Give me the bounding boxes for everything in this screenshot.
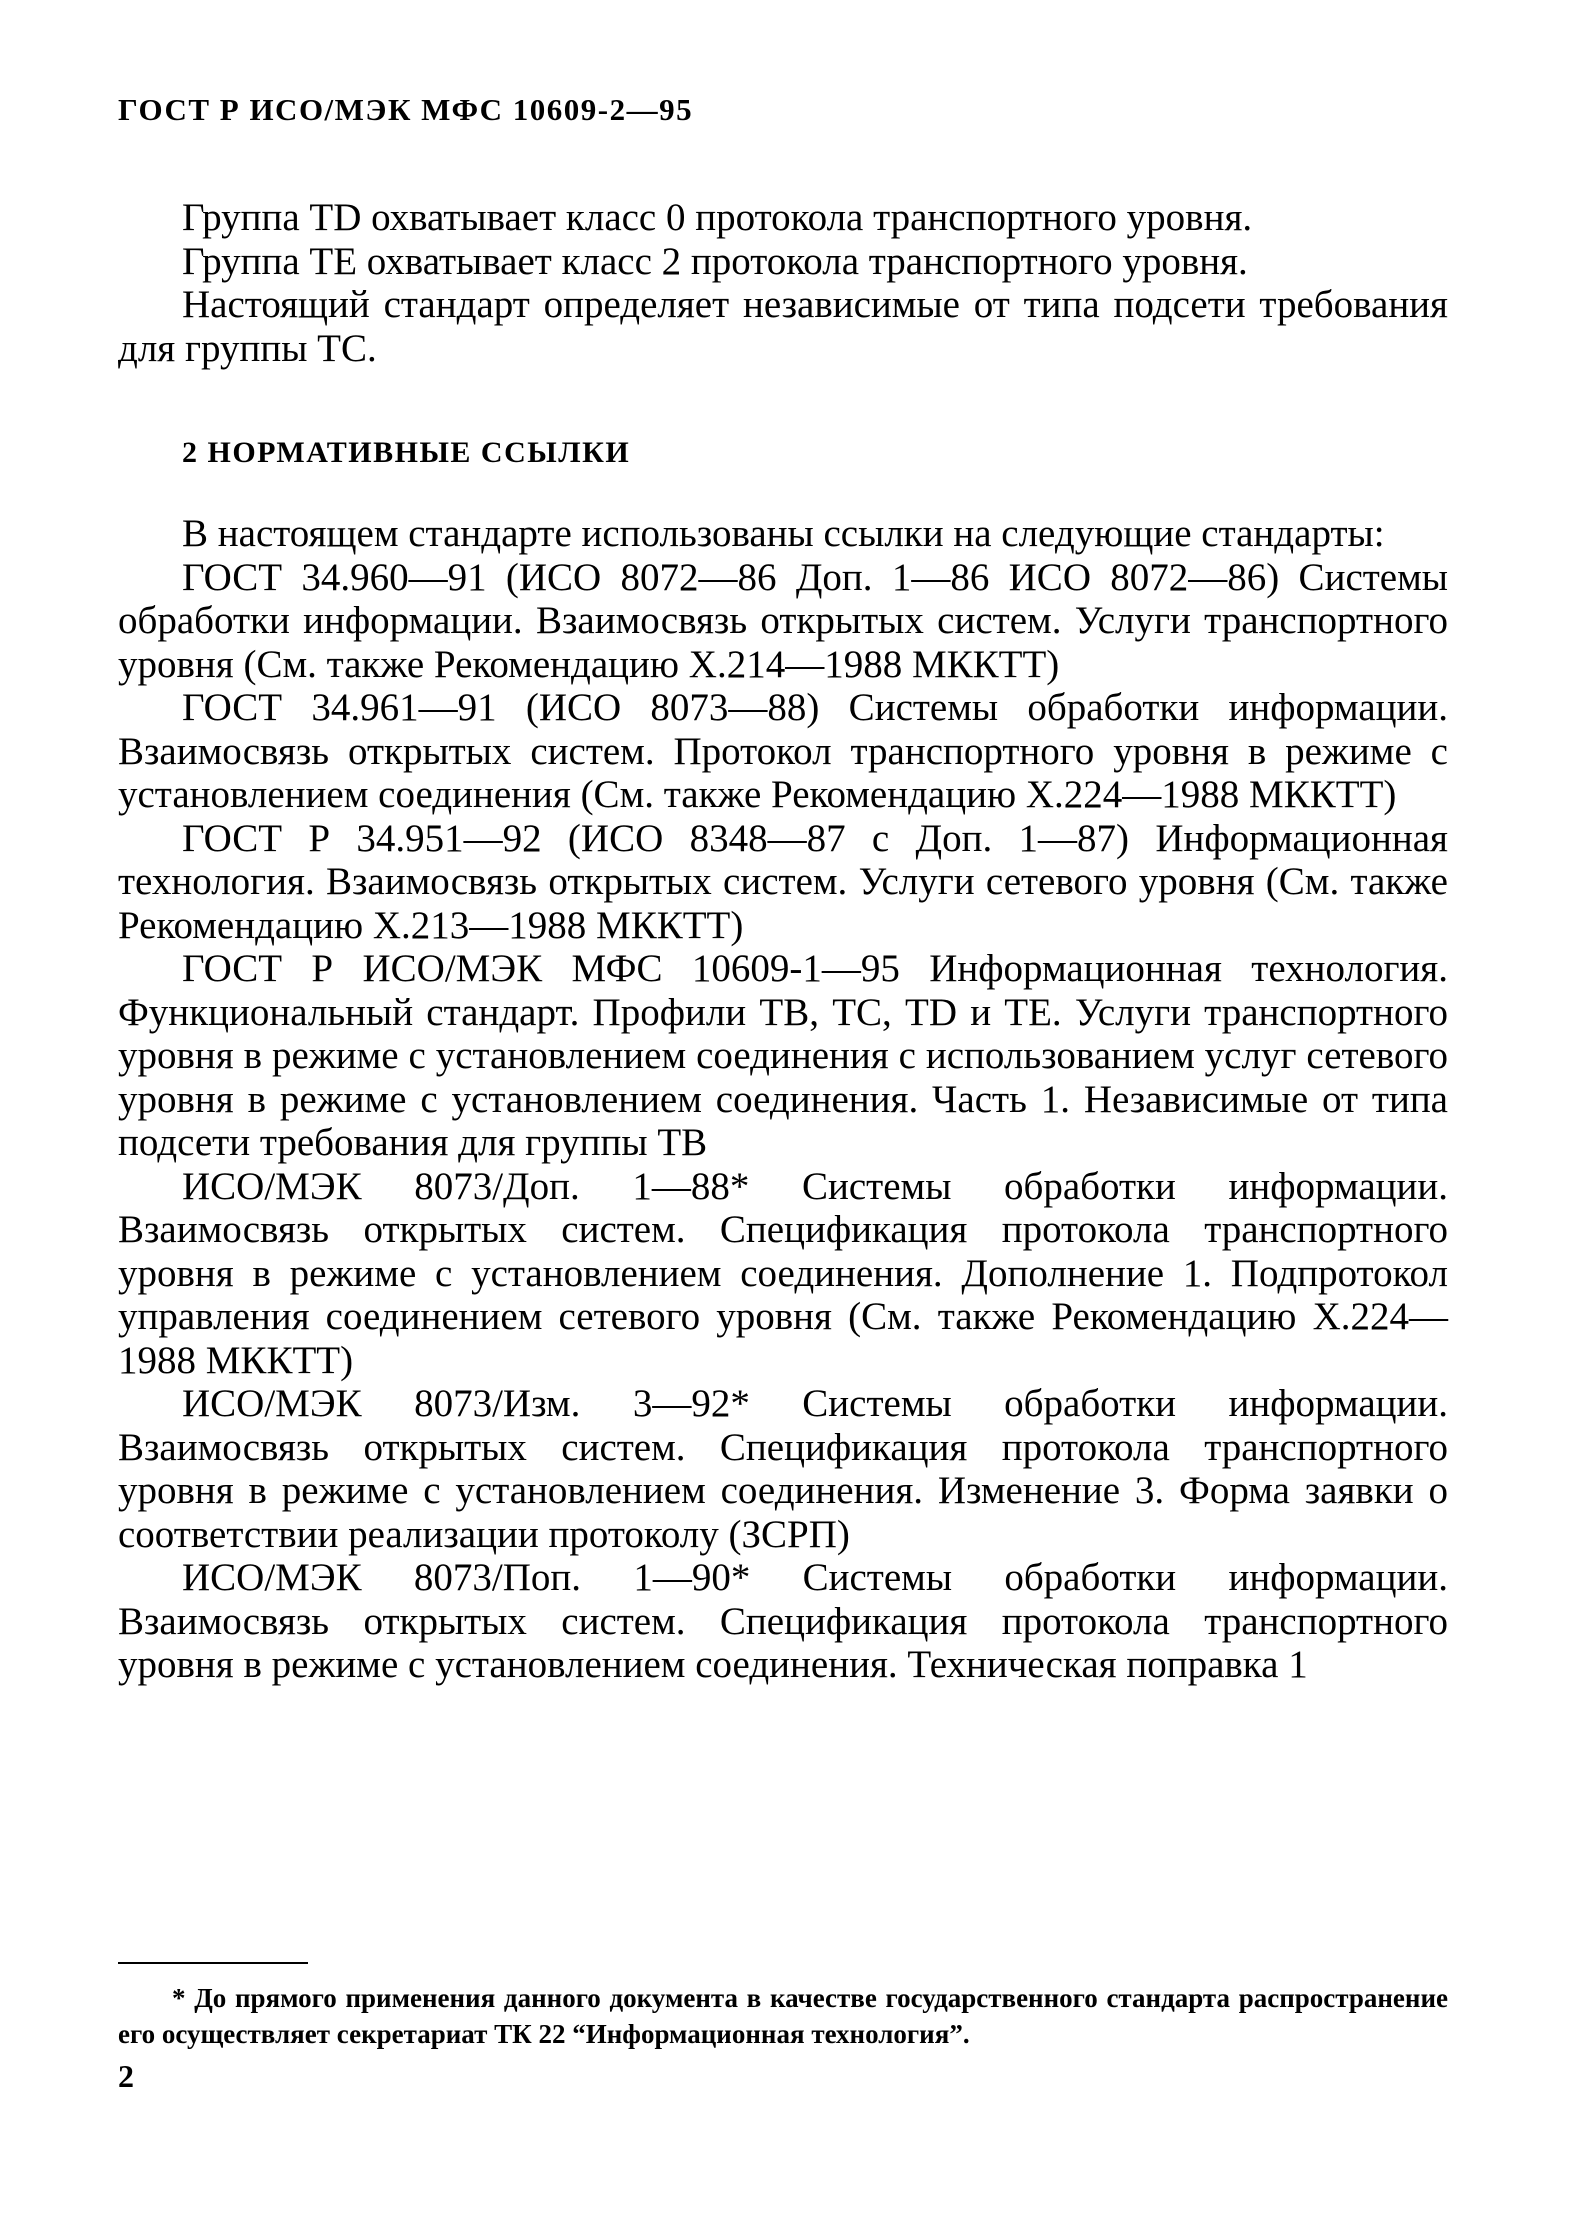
intro-block (118, 196, 1448, 370)
references-intro: В настоящем стандарте использованы ссылки на следующие стандарты: (182, 512, 1385, 555)
references-block (118, 512, 1448, 1687)
reference-item: ГОСТ Р 34.951—92 (ИСО 8348—87 с Доп. 1—87) Информационная технология. Взаимосвязь открытых систем. Услуги сетевого уровня (См. также Рекомендацию Х.213—1988 МККТТ) (118, 816, 1448, 947)
reference-item: ГОСТ 34.961—91 (ИСО 8073—88) Системы обработки информации. Взаимосвязь открытых систем. Протокол транспортного уровня в режиме с установлением соединения (См. также Рекомендацию Х.224—1988 МККТТ) (118, 686, 1448, 816)
reference-item: ГОСТ Р ИСО/МЭК МФС 10609-1—95 Информационная технология. Функциональный стандарт. Профили ТВ, ТС, TD и ТЕ. Услуги транспортного уровня в режиме с установлением соединения с использованием услуг сетевого уровня в режиме с установлением соединения. Часть 1. Независимые от типа подсети требования для группы ТВ (118, 947, 1448, 1164)
intro-paragraph: Настоящий стандарт определяет независимые от типа подсети требования для группы ТС. (118, 283, 1448, 370)
intro-paragraph: Группа TD охватывает класс 0 протокола транспортного уровня. (182, 196, 1253, 239)
section-title: 2 НОРМАТИВНЫЕ ССЫЛКИ (182, 436, 631, 469)
reference-item: ИСО/МЭК 8073/Поп. 1—90* Системы обработки информации. Взаимосвязь открытых систем. Спецификация протокола транспортного уровня в режиме с установлением соединения. Техническая поправка 1 (118, 1556, 1448, 1686)
footnote-divider (118, 1962, 308, 1964)
document-page (118, 0, 1448, 2220)
page-number: 2 (118, 2058, 134, 2094)
reference-item: ИСО/МЭК 8073/Доп. 1—88* Системы обработки информации. Взаимосвязь открытых систем. Спецификация протокола транспортного уровня в режиме с установлением соединения. Дополнение 1. Подпротокол управления соединением сетевого уровня (См. также Рекомендацию Х.224—1988 МККТТ) (118, 1164, 1448, 1382)
reference-item: ГОСТ 34.960—91 (ИСО 8072—86 Доп. 1—86 ИСО 8072—86) Системы обработки информации. Взаимосвязь открытых систем. Услуги транспортного уровня (См. также Рекомендацию Х.214—1988 МККТТ) (118, 555, 1448, 686)
document-header: ГОСТ Р ИСО/МЭК МФС 10609-2—95 (118, 92, 694, 127)
footnote: * До прямого применения данного документа в качестве государственного стандарта распространение его осуществляет секретариат ТК 22 “Информационная технология”. (118, 1983, 1448, 2049)
reference-item: ИСО/МЭК 8073/Изм. 3—92* Системы обработки информации. Взаимосвязь открытых систем. Спецификация протокола транспортного уровня в режиме с установлением соединения. Изменение 3. Форма заявки о соответствии реализации протоколу (ЗСРП) (118, 1382, 1448, 1556)
intro-paragraph: Группа ТЕ охватывает класс 2 протокола транспортного уровня. (182, 239, 1248, 283)
